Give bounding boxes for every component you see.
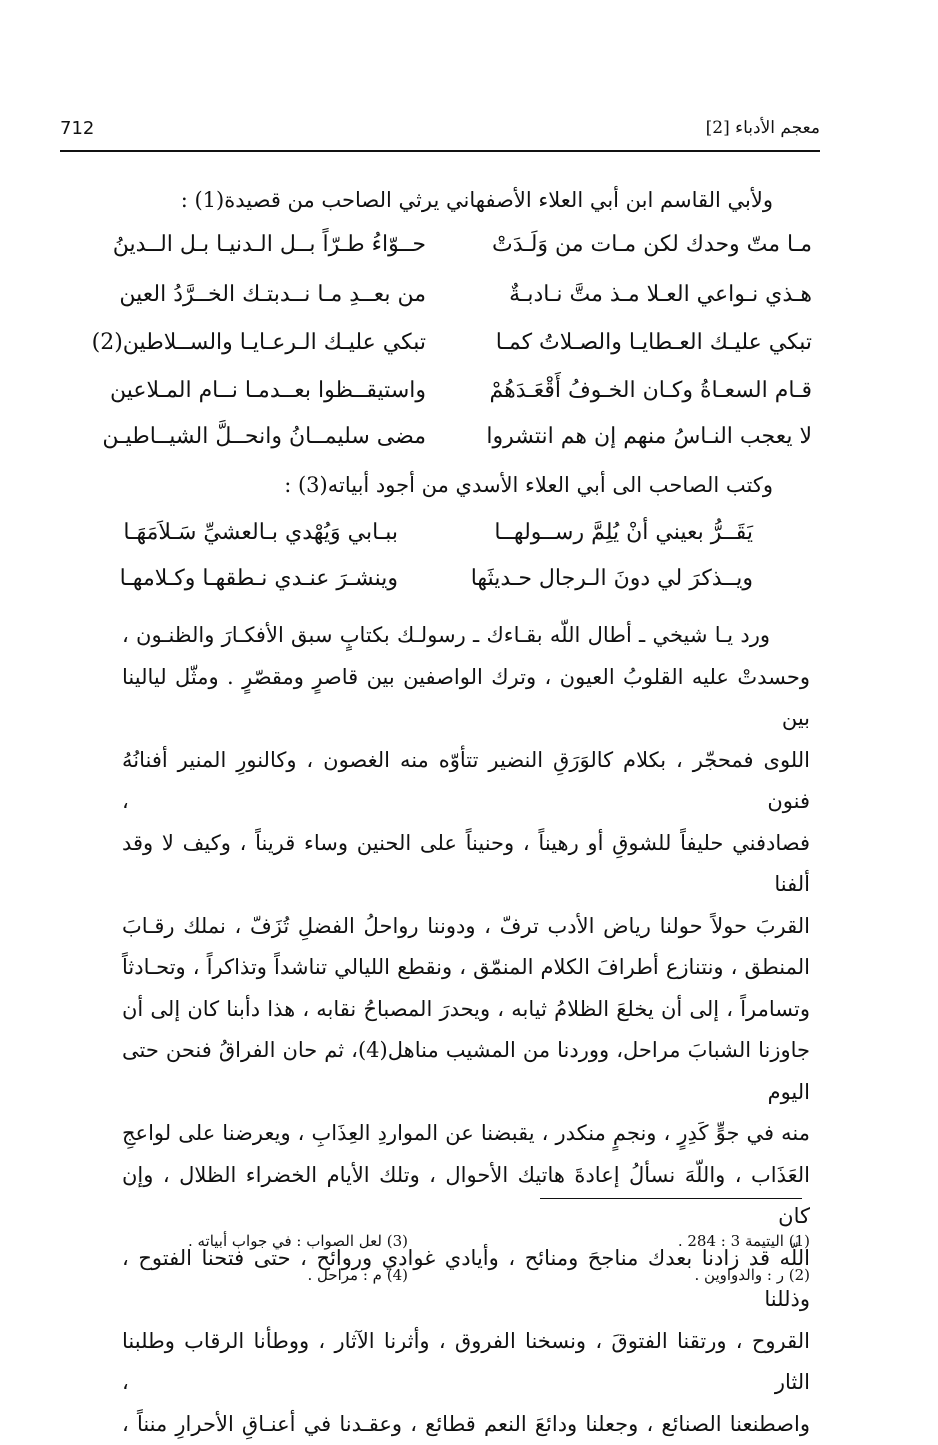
verse-5-second-hemistich: مضى سليمــانُ وانحــلَّ الشيــاطيـن (102, 424, 426, 449)
prose-line: اللّه قد زادنا بعدك مناجحَ ومنائح ، وأيادي غوادي وروائح ، حتى فتحنا الفتوح ، وذللنا (122, 1238, 810, 1321)
prose-line: المنطق ، ونتنازع أطرافَ الكلام المنمّق ، ونقطع الليالي تناشداً وتذاكراً ، وتحـادثاً (122, 947, 810, 989)
letter-prose (122, 615, 810, 1445)
prose-line: فصادفني حليفاً للشوقِ أو رهيناً ، وحنيناً على الحنين وساء قريناً ، وكيف لا وقد ألفنا (122, 823, 810, 906)
footnote-rule (540, 1198, 802, 1199)
verse-3-second-hemistich: تبكي عليـك الـرعـايـا والســلاطين(2) (92, 330, 426, 355)
prose-line: منه في جوٍّ كَدِرٍ ، ونجمٍ منكدر ، يقبضنا عن المواردِ العِذَابِ ، ويعرضنا على لواعجِ (122, 1113, 810, 1155)
verse-2-first-hemistich: هـذي نـواعي العـلا مـذ متَّ نـادبـةٌ (509, 282, 812, 307)
footnote-3: (3) لعل الصواب : في جواب أبياته . (188, 1232, 408, 1250)
poem2-verse-1-second-hemistich: ببـابي وَيُهْدي بـالعشيِّ سَـلاَمَهَـا (123, 520, 398, 545)
verse-2-second-hemistich: من بعــدِ مـا نــدبتـك الخــرَّدُ العين (119, 282, 426, 307)
prose-line: وتسامراً ، إلى أن يخلعَ الظلامُ ثيابه ، ويحدرَ المصباحُ نقابه ، هذا دأبنا كان إلى أن (122, 989, 810, 1031)
prose-line: جاوزنا الشبابَ مراحل، ووردنا من المشيب مناهل(4)، ثم حان الفراقُ فنحن حتى اليوم (122, 1030, 810, 1113)
prose-line: واصطنعنا الصنائع ، وجعلنا ودائعَ النعم قطائع ، وعقـدنا في أعنـاقِ الأحرارِ منناً ، (122, 1404, 810, 1445)
footnote-4: (4) م : مراحل . (307, 1266, 408, 1284)
poem2-verse-2-second-hemistich: وينشـرَ عنـدي نـطقهـا وكـلامهـا (120, 566, 398, 591)
poem2-verse-1-first-hemistich: يَقَــرُّ بعيني أنْ يُلِمَّ رســولهــا (494, 520, 753, 545)
prose-line: القربَ حولاً حولنا رياض الأدب ترفّ ، ودوننا رواحلُ الفضلِ تُزَفّ ، نملك رقـابَ (122, 906, 810, 948)
verse-5-first-hemistich: لا يعجب النـاسُ منهم إن هم انتشروا (486, 424, 812, 449)
poem2-verse-2-first-hemistich: ويــذكرَ لي دونَ الـرجال حـديثَها (471, 566, 753, 591)
prose-line: القروح ، ورتقنا الفتوقَ ، ونسخنا الفروق ، وأثرنا الآثار ، ووطأنا الرقاب وطلبنا الثار ، (122, 1321, 810, 1404)
verse-3-first-hemistich: تبكي عليـك العـطايـا والصـلاتُ كمـا (496, 330, 812, 355)
page-number: 712 (60, 118, 94, 139)
intro2-paragraph: وكتب الصاحب الى أبي العلاء الأسدي من أجود أبياته(3) : (133, 470, 773, 501)
running-title: معجم الأدباء [2] (706, 118, 820, 138)
verse-4-second-hemistich: واستيقــظوا بعــدمـا نــام المـلاعين (110, 378, 426, 403)
prose-line: ورد يـا شيخي ـ أطال اللّه بقـاءك ـ رسولـك بكتابٍ سبق الأفكـارَ والظنـون ، (122, 615, 810, 657)
intro-paragraph: ولأبي القاسم ابن أبي العلاء الأصفهاني يرثي الصاحب من قصيدة(1) : (133, 185, 773, 216)
prose-line: اللوى فمحجّر ، بكلام كالوَرَقِ النضير تتأوّه منه الغصون ، وكالنورِ المنير أفنانُهُ فنون ، (122, 740, 810, 823)
prose-line: العَذَاب ، واللّهَ نسألُ إعادةَ هاتيك الأحوال ، وتلك الأيام الخضراء الظلال ، وإن كان (122, 1155, 810, 1238)
footnote-1: (1) اليتيمة 3 : 284 . (678, 1232, 810, 1250)
prose-line: وحسدتْ عليه القلوبُ العيون ، وترك الواصفين بين قاصرٍ ومقصّرٍ . ومثّل ليالينا بين (122, 657, 810, 740)
verse-1-second-hemistich: حــوّاءُ طـرّاً بــل الـدنيـا بـل الــدينُ (113, 232, 426, 257)
page-header (60, 112, 820, 146)
footnote-2: (2) ر : والدواوين . (695, 1266, 811, 1284)
verse-1-first-hemistich: مـا متّ وحدك لكن مـات من وَلَـدَتْ (492, 232, 812, 257)
verse-4-first-hemistich: قـام السعـاةُ وكـان الخـوفُ أَقْعَـدَهُمْ (489, 378, 812, 403)
header-rule (60, 150, 820, 152)
